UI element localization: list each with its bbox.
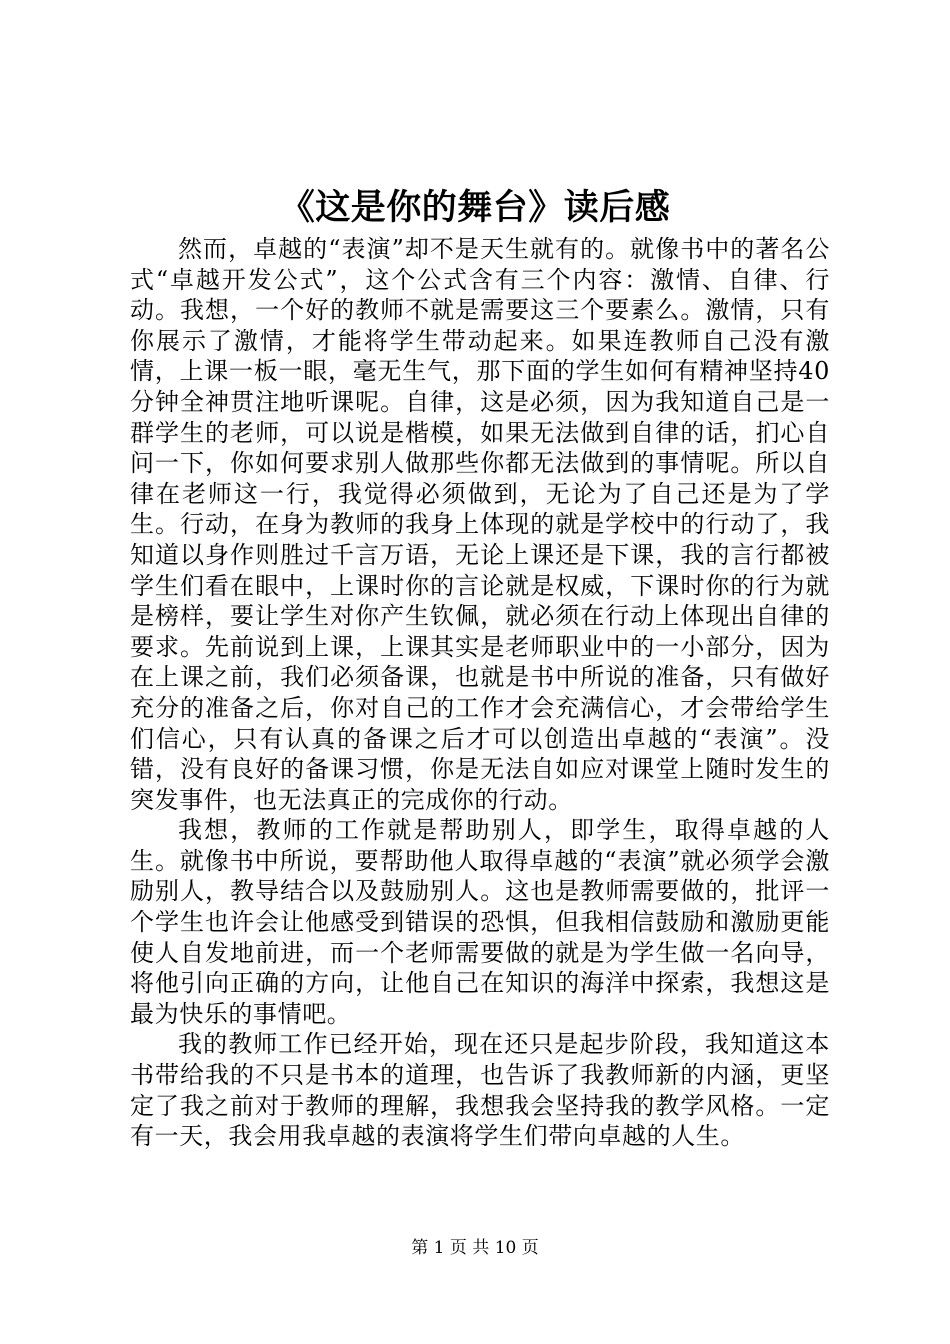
paragraph-2: 我想，教师的工作就是帮助别人，即学生，取得卓越的人生。就像书中所说，要帮助他人取得卓越的“表演”就必须学会激励别人，教导结合以及鼓励别人。这也是教师需要做的，批评一个学生也许会让他感受到错误的恐惧，但我相信鼓励和激励更能使人自发地前进，而一个老师需要做的就是为学生做一名向导，将他引向正确的方向，让他自己在知识的海洋中探索，我想这是最为快乐的事情吧。: [130, 816, 830, 1028]
document-title: 《这是你的舞台》读后感: [279, 187, 671, 228]
paragraph-1: 然而，卓越的“表演”却不是天生就有的。就像书中的著名公式“卓越开发公式”，这个公式含有三个内容：激情、自律、行动。我想，一个好的教师不就是需要这三个要素么。激情，只有你展示了激情，才能将学生带动起来。如果连教师自己没有激情，上课一板一眼，毫无生气，那下面的学生如何有精神坚持40分钟全神贯注地听课呢。自律，这是必须，因为我知道自己是一群学生的老师，可以说是楷模，如果无法做到自律的话，扪心自问一下，你如何要求别人做那些你都无法做到的事情呢。所以自律在老师这一行，我觉得必须做到，无论为了自己还是为了学生。行动，在身为教师的我身上体现的就是学校中的行动了，我知道以身作则胜过千言万语，无论上课还是下课，我的言行都被学生们看在眼中，上课时你的言论就是权威，下课时你的行为就是榜样，要让学生对你产生钦佩，就必须在行动上体现出自律的要求。先前说到上课，上课其实是老师职业中的一小部分，因为在上课之前，我们必须备课，也就是书中所说的准备，只有做好充分的准备之后，你对自己的工作才会充满信心，才会带给学生们信心，只有认真的备课之后才可以创造出卓越的“表演”。没错，没有良好的备课习惯，你是无法自如应对课堂上随时发生的突发事件，也无法真正的完成你的行动。: [130, 235, 830, 814]
document-body: [130, 234, 830, 1152]
page-number-footer: 第 1 页 共 10 页: [411, 1238, 539, 1258]
paragraph-3: 我的教师工作已经开始，现在还只是起步阶段，我知道这本书带给我的不只是书本的道理，也告诉了我教师新的内涵，更坚定了我之前对于教师的理解，我想我会坚持我的教学风格。一定有一天，我会用我卓越的表演将学生们带向卓越的人生。: [130, 1030, 830, 1151]
